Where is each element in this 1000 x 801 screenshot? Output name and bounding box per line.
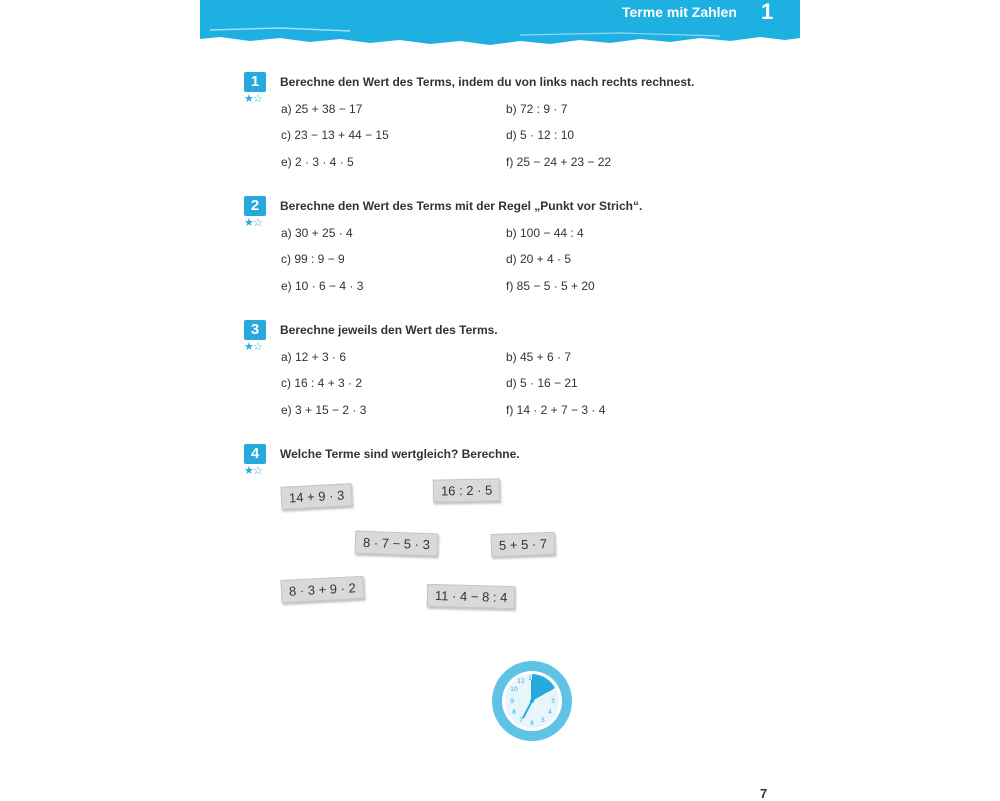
chapter-title: Terme mit Zahlen [622, 4, 737, 20]
svg-text:6: 6 [530, 720, 534, 727]
svg-text:8: 8 [512, 709, 516, 716]
difficulty-stars-icon: ★☆ [244, 465, 262, 477]
exercise-item: f) 14 · 2 + 7 − 3 · 4 [506, 403, 606, 417]
task-instruction: Welche Terme sind wertgleich? Berechne. [280, 447, 520, 461]
task-number-badge: 1 [244, 72, 266, 92]
svg-text:9: 9 [510, 698, 514, 705]
exercise-item: d) 5 · 16 − 21 [506, 376, 578, 390]
task-instruction: Berechne jeweils den Wert des Terms. [280, 323, 498, 337]
exercise-item: c) 99 : 9 − 9 [281, 252, 345, 266]
exercise-item: b) 100 − 44 : 4 [506, 226, 584, 240]
exercise-item: e) 10 · 6 − 4 · 3 [281, 279, 364, 293]
exercise-item: d) 5 · 12 : 10 [506, 128, 575, 142]
svg-text:5: 5 [541, 717, 545, 724]
exercise-item: c) 16 : 4 + 3 · 2 [281, 376, 363, 390]
svg-text:1: 1 [541, 678, 545, 685]
exercise-item: e) 3 + 15 − 2 · 3 [281, 403, 367, 417]
task-instruction: Berechne den Wert des Terms mit der Regel „Punkt vor Strich“. [280, 199, 643, 213]
chapter-number: 1 [761, 0, 774, 24]
exercise-item: a) 12 + 3 · 6 [281, 350, 347, 364]
term-card: 5 + 5 · 7 [491, 532, 556, 557]
svg-text:3: 3 [551, 698, 555, 705]
exercise-item: d) 20 + 4 · 5 [506, 252, 572, 266]
exercise-item: b) 72 : 9 · 7 [506, 102, 568, 116]
exercise-item: a) 25 + 38 − 17 [281, 102, 363, 116]
svg-text:11: 11 [517, 678, 525, 685]
svg-text:12: 12 [528, 675, 536, 682]
task-number-badge: 4 [244, 444, 266, 464]
term-card: 8 · 7 − 5 · 3 [355, 531, 439, 557]
exercise-item: a) 30 + 25 · 4 [281, 226, 353, 240]
difficulty-stars-icon: ★☆ [244, 341, 262, 353]
term-card: 16 : 2 · 5 [433, 478, 501, 502]
task-number-badge: 2 [244, 196, 266, 216]
term-card: 14 + 9 · 3 [280, 483, 352, 510]
exercise-item: b) 45 + 6 · 7 [506, 350, 572, 364]
exercise-item: f) 85 − 5 · 5 + 20 [506, 279, 595, 293]
term-card: 11 · 4 − 8 : 4 [427, 584, 516, 609]
svg-text:2: 2 [548, 686, 552, 693]
task-instruction: Berechne den Wert des Terms, indem du von links nach rechts rechnest. [280, 75, 695, 89]
svg-text:10: 10 [510, 686, 518, 693]
task-number-badge: 3 [244, 320, 266, 340]
page-number: 7 [760, 786, 768, 801]
exercise-item: e) 2 · 3 · 4 · 5 [281, 155, 354, 169]
stopwatch-clock-icon [491, 660, 573, 742]
difficulty-stars-icon: ★☆ [244, 217, 262, 229]
svg-text:4: 4 [548, 709, 552, 716]
exercise-item: f) 25 − 24 + 23 − 22 [506, 155, 612, 169]
exercise-item: c) 23 − 13 + 44 − 15 [281, 128, 389, 142]
svg-text:7: 7 [519, 717, 523, 724]
difficulty-stars-icon: ★☆ [244, 93, 262, 105]
term-card: 8 · 3 + 9 · 2 [280, 576, 364, 603]
